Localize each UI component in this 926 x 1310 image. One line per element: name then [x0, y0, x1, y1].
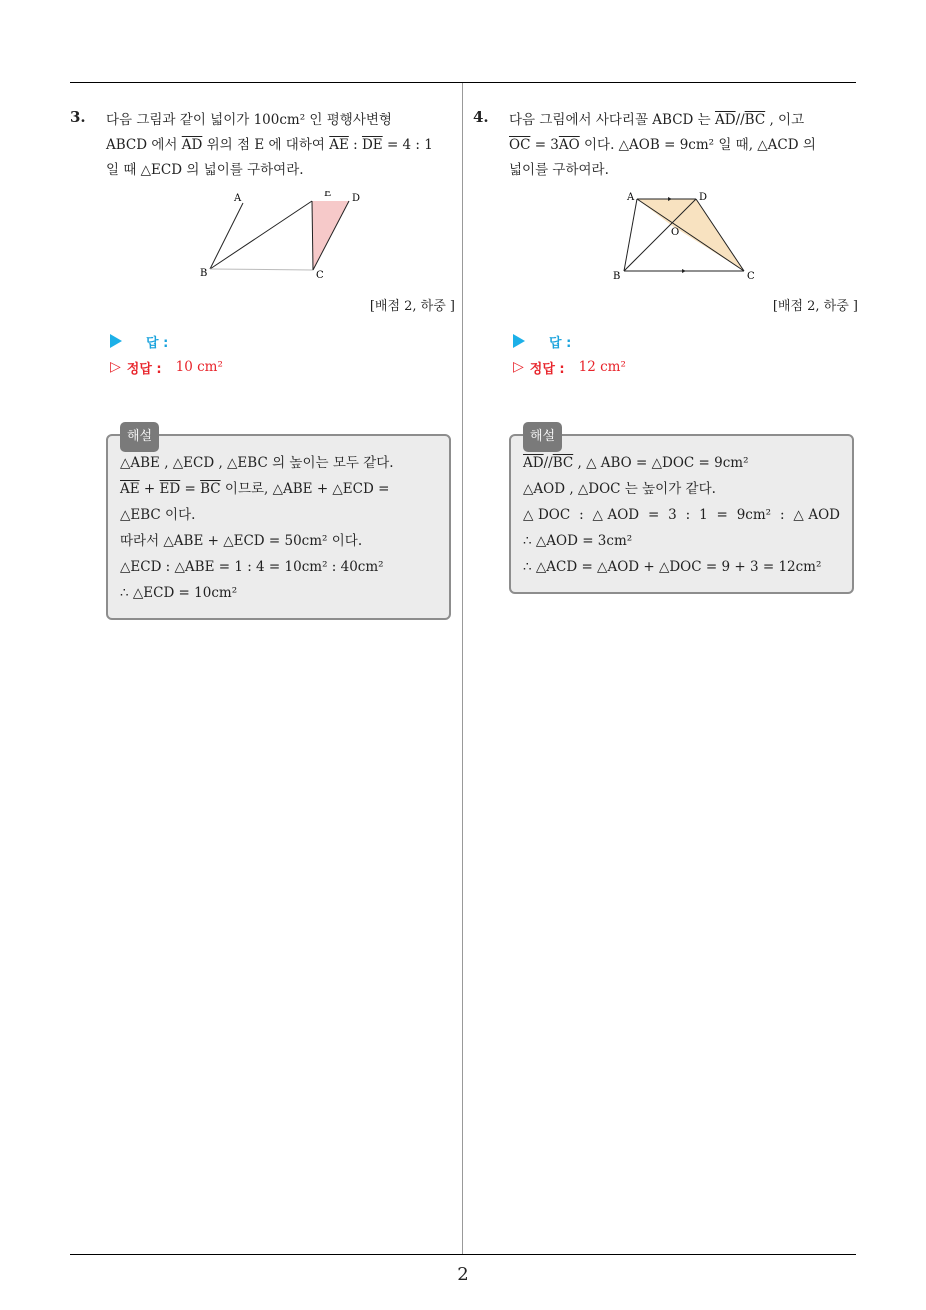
segment-ab	[210, 203, 243, 269]
play-icon	[110, 334, 122, 348]
trapezoid-diagram	[509, 191, 858, 281]
segment-ad: $\overline{AD}$	[181, 137, 203, 153]
question-line: 일 때 △ECD 의 넓이를 구하여라.	[106, 162, 304, 178]
segment-ao: $\overline{AO}$	[558, 137, 580, 153]
bottom-rule	[70, 1254, 856, 1255]
segment-bc: $\overline{BC}$	[552, 455, 574, 471]
solution-tab: 해설	[120, 422, 159, 452]
segment-bc: $\overline{BC}$	[744, 112, 766, 128]
answer-label: 답 :	[549, 335, 572, 351]
question-number: 4.	[473, 108, 489, 126]
text-span: 이므로, △ABE + △ECD =	[220, 481, 390, 497]
correct-answer-label: 정답 :	[126, 361, 162, 377]
label-o: O	[671, 227, 680, 238]
text-span: 이다. △AOB = 9cm² 일 때, △ACD 의	[579, 137, 816, 153]
solution-line	[523, 450, 840, 476]
segment-de: $\overline{DE}$	[361, 137, 383, 153]
score-label: [배점 2, 하중 ]	[772, 299, 858, 314]
question-3-header	[70, 108, 455, 183]
solution-line: ∴ △AOD = 3cm²	[523, 533, 633, 549]
trapezoid-figure	[509, 191, 858, 285]
label-d: D	[699, 192, 708, 203]
text-span: //	[543, 455, 553, 471]
text-span: , 이고	[765, 112, 805, 128]
text-span: = 4 : 1	[382, 137, 433, 153]
segment-bc: $\overline{BC}$	[200, 481, 221, 497]
segment-ae: $\overline{AE}$	[120, 481, 140, 497]
label-d: D	[352, 193, 361, 204]
segment-ad: $\overline{AD}$	[714, 112, 736, 128]
solution-tab: 해설	[523, 422, 562, 452]
label-a: A	[627, 192, 635, 203]
answer-row	[110, 328, 455, 354]
label-c: C	[747, 271, 755, 281]
play-icon	[513, 334, 525, 348]
correct-answer-row	[513, 354, 858, 380]
segment-be	[210, 201, 312, 269]
segment-oc: $\overline{OC}$	[509, 137, 531, 153]
solution-line: 따라서 △ABE + △ECD = 50cm² 이다.	[120, 533, 363, 549]
score-label: [배점 2, 하중 ]	[369, 299, 455, 314]
top-rule	[70, 82, 856, 83]
question-line	[106, 133, 433, 158]
answer-area	[110, 328, 455, 380]
solution-line: ∴ △ECD = 10cm²	[120, 585, 238, 601]
text-span: +	[139, 481, 160, 497]
solution-line: △AOD , △DOC 는 높이가 같다.	[523, 481, 716, 497]
text-span: 다음 그림에서 사다리꼴 ABCD 는	[509, 112, 715, 128]
solution-line	[120, 476, 437, 502]
answer-area	[513, 328, 858, 380]
correct-answer-row	[110, 354, 455, 380]
solution-line: ∴ △ACD = △AOD + △DOC = 9 + 3 = 12cm²	[523, 559, 822, 575]
text-span: ABCD 에서	[106, 137, 182, 153]
question-line: 넓이를 구하여라.	[509, 162, 609, 178]
answer-label: 답 :	[146, 335, 169, 351]
label-c: C	[316, 270, 324, 281]
correct-answer-label: 정답 :	[529, 361, 565, 377]
text-span: =	[180, 481, 201, 497]
text-span: //	[735, 112, 745, 128]
segment-ad: $\overline{AD}$	[523, 455, 544, 471]
answer-row	[513, 328, 858, 354]
text-span: 위의 점 E 에 대하여	[202, 137, 330, 153]
triangle-outline-icon: ▷	[513, 359, 524, 375]
text-span	[120, 476, 389, 502]
label-a: A	[234, 193, 242, 204]
text-span: = 3	[530, 137, 559, 153]
segment-ae: $\overline{AE}$	[329, 137, 349, 153]
solution-line: △ABE , △ECD , △EBC 의 높이는 모두 같다.	[120, 455, 394, 471]
triangle-outline-icon: ▷	[110, 359, 121, 375]
parallelogram-diagram	[106, 191, 455, 281]
label-b: B	[200, 268, 208, 279]
question-number: 3.	[70, 108, 86, 126]
segment-bc	[210, 269, 313, 270]
solution-box	[106, 429, 451, 620]
question-line	[509, 133, 816, 158]
column-separator	[462, 83, 463, 1254]
question-line: 다음 그림과 같이 넓이가 100cm² 인 평행사변형	[106, 112, 392, 128]
text-span: , △ ABO = △DOC = 9cm²	[573, 455, 749, 471]
question-text	[509, 108, 816, 183]
solution-line: △ECD : △ABE = 1 : 4 = 10cm² : 40cm²	[120, 559, 384, 575]
segment-ed: $\overline{ED}$	[159, 481, 181, 497]
label-e: E	[324, 191, 332, 199]
text-span: :	[348, 137, 362, 153]
question-line	[509, 108, 816, 133]
solution-box	[509, 429, 854, 594]
question-text	[106, 108, 433, 183]
question-3	[70, 108, 455, 620]
label-b: B	[613, 271, 621, 281]
parallelogram-figure	[106, 191, 455, 285]
question-4	[473, 108, 858, 594]
solution-line: △DOC : △AOD = 3 : 1 = 9cm² : △AOD	[523, 507, 840, 523]
correct-answer-value: 10 cm²	[175, 359, 223, 375]
correct-answer-value: 12 cm²	[578, 359, 626, 375]
solution-line: △EBC 이다.	[120, 507, 196, 523]
question-4-header	[473, 108, 858, 183]
parallel-arrow-bottom	[682, 269, 686, 273]
page-number: 2	[457, 1264, 469, 1285]
